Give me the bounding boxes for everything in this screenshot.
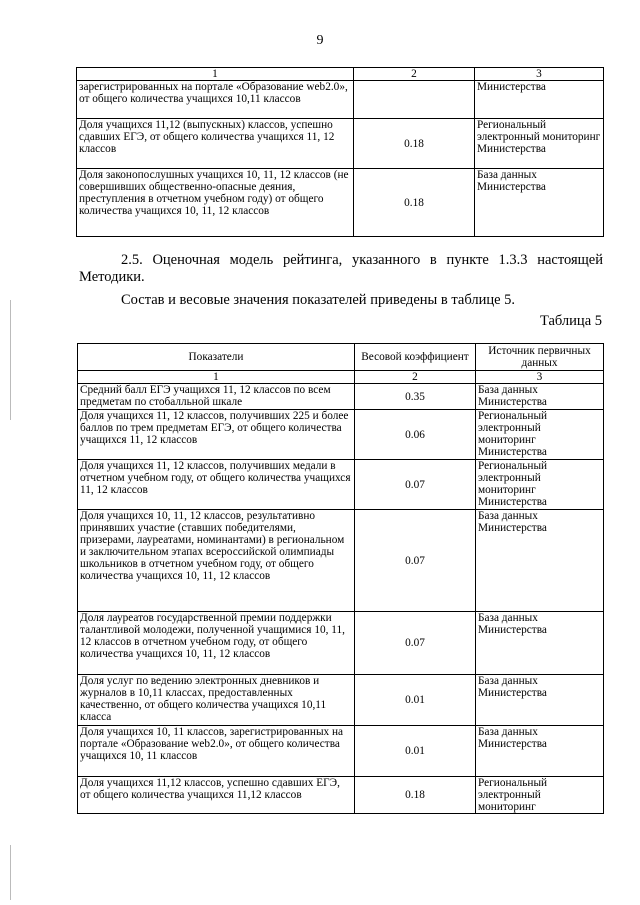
header-weight: Весовой коэффициент [355, 344, 476, 371]
weight-cell [354, 81, 475, 119]
table-row [78, 410, 604, 460]
indicator-cell: Доля учащихся 10, 11 классов, зарегистрированных на портале «Образование web2.0», от общего количества учащихся 10, 11 классов [78, 726, 355, 777]
weight-cell: 0.35 [355, 384, 476, 410]
column-number-row [77, 68, 604, 81]
table-intro-paragraph: Состав и весовые значения показателей приведены в таблице 5. [121, 292, 516, 308]
continued-indicators-table [76, 67, 604, 237]
weight-cell: 0.07 [355, 460, 476, 510]
table-row [77, 81, 604, 119]
weight-cell: 0.01 [355, 726, 476, 777]
source-cell: Региональный электронный мониторинг Министерства [475, 119, 604, 169]
indicator-cell: Доля услуг по ведению электронных дневников и журналов в 10,11 классах, предоставленных качественно, от общего количества учащихся 10,11 класса [78, 675, 355, 726]
weight-cell: 0.07 [355, 510, 476, 612]
indicator-cell: Доля учащихся 11,12 (выпускных) классов, успешно сдавших ЕГЭ, от общего количества учащихся 11, 12 классов [77, 119, 354, 169]
header-row [78, 344, 604, 371]
indicator-cell: Доля учащихся 11, 12 классов, получивших 225 и более баллов по трем предметам ЕГЭ, от общего количества учащихся 11, 12 классов [78, 410, 355, 460]
column-number-row [78, 371, 604, 384]
column-number: 3 [475, 68, 604, 81]
scan-edge-mark [10, 845, 11, 900]
source-cell: Министерства [475, 81, 604, 119]
indicator-cell: зарегистрированных на портале «Образование web2.0», от общего количества учащихся 10,11 классов [77, 81, 354, 119]
indicator-cell: Доля учащихся 10, 11, 12 классов, результативно принявших участие (ставших победителями, призерами, лауреатами, номинантами) в региональном и заключительном этапах всероссийской олимпиады школьников в отчетном учебном году, от общего количества учащихся 10, 11, 12 классов [78, 510, 355, 612]
table-row [78, 612, 604, 675]
source-cell: База данных Министерства [476, 675, 604, 726]
scan-edge-mark [10, 300, 11, 420]
table-row [77, 169, 604, 237]
source-cell: База данных Министерства [476, 612, 604, 675]
table-row [77, 119, 604, 169]
column-number: 2 [354, 68, 475, 81]
weight-cell: 0.18 [355, 777, 476, 814]
weight-cell: 0.07 [355, 612, 476, 675]
section-paragraph: 2.5. Оценочная модель рейтинга, указанного в пункте 1.3.3 настоящей Методики. [79, 252, 603, 285]
column-number: 1 [77, 68, 354, 81]
source-cell: База данных Министерства [476, 510, 604, 612]
source-cell: База данных Министерства [476, 726, 604, 777]
indicator-cell: Доля законопослушных учащихся 10, 11, 12 классов (не совершивших общественно-опасные деяния, преступления в отчетном учебном году) от общего количества учащихся 10, 11, 12 классов [77, 169, 354, 237]
table-row [78, 726, 604, 777]
source-cell: База данных Министерства [476, 384, 604, 410]
column-number: 2 [355, 371, 476, 384]
table-row [78, 675, 604, 726]
table-row [78, 777, 604, 814]
column-number: 1 [78, 371, 355, 384]
table-label: Таблица 5 [539, 313, 602, 329]
table-row [78, 384, 604, 410]
weight-cell: 0.18 [354, 119, 475, 169]
source-cell: База данных Министерства [475, 169, 604, 237]
indicator-cell: Доля лауреатов государственной премии поддержки талантливой молодежи, полученной учащимися 10, 11, 12 классов в отчетном учебном году, от общего количества учащихся 10, 11, 12 классов [78, 612, 355, 675]
weight-cell: 0.01 [355, 675, 476, 726]
page-number: 9 [316, 33, 324, 48]
column-number: 3 [476, 371, 604, 384]
source-cell: Региональный электронный мониторинг Министерства [476, 460, 604, 510]
weight-cell: 0.06 [355, 410, 476, 460]
indicator-cell: Доля учащихся 11,12 классов, успешно сдавших ЕГЭ, от общего количества учащихся 11,12 классов [78, 777, 355, 814]
table-row [78, 460, 604, 510]
indicator-cell: Доля учащихся 11, 12 классов, получивших медали в отчетном учебном году, от общего количества учащихся 11, 12 классов [78, 460, 355, 510]
table-row [78, 510, 604, 612]
weight-cell: 0.18 [354, 169, 475, 237]
table-5 [77, 343, 604, 814]
source-cell: Региональный электронный мониторинг [476, 777, 604, 814]
header-source: Источник первичных данных [476, 344, 604, 371]
indicator-cell: Средний балл ЕГЭ учащихся 11, 12 классов по всем предметам по стобалльной шкале [78, 384, 355, 410]
header-indicators: Показатели [78, 344, 355, 371]
source-cell: Региональный электронный мониторинг Министерства [476, 410, 604, 460]
